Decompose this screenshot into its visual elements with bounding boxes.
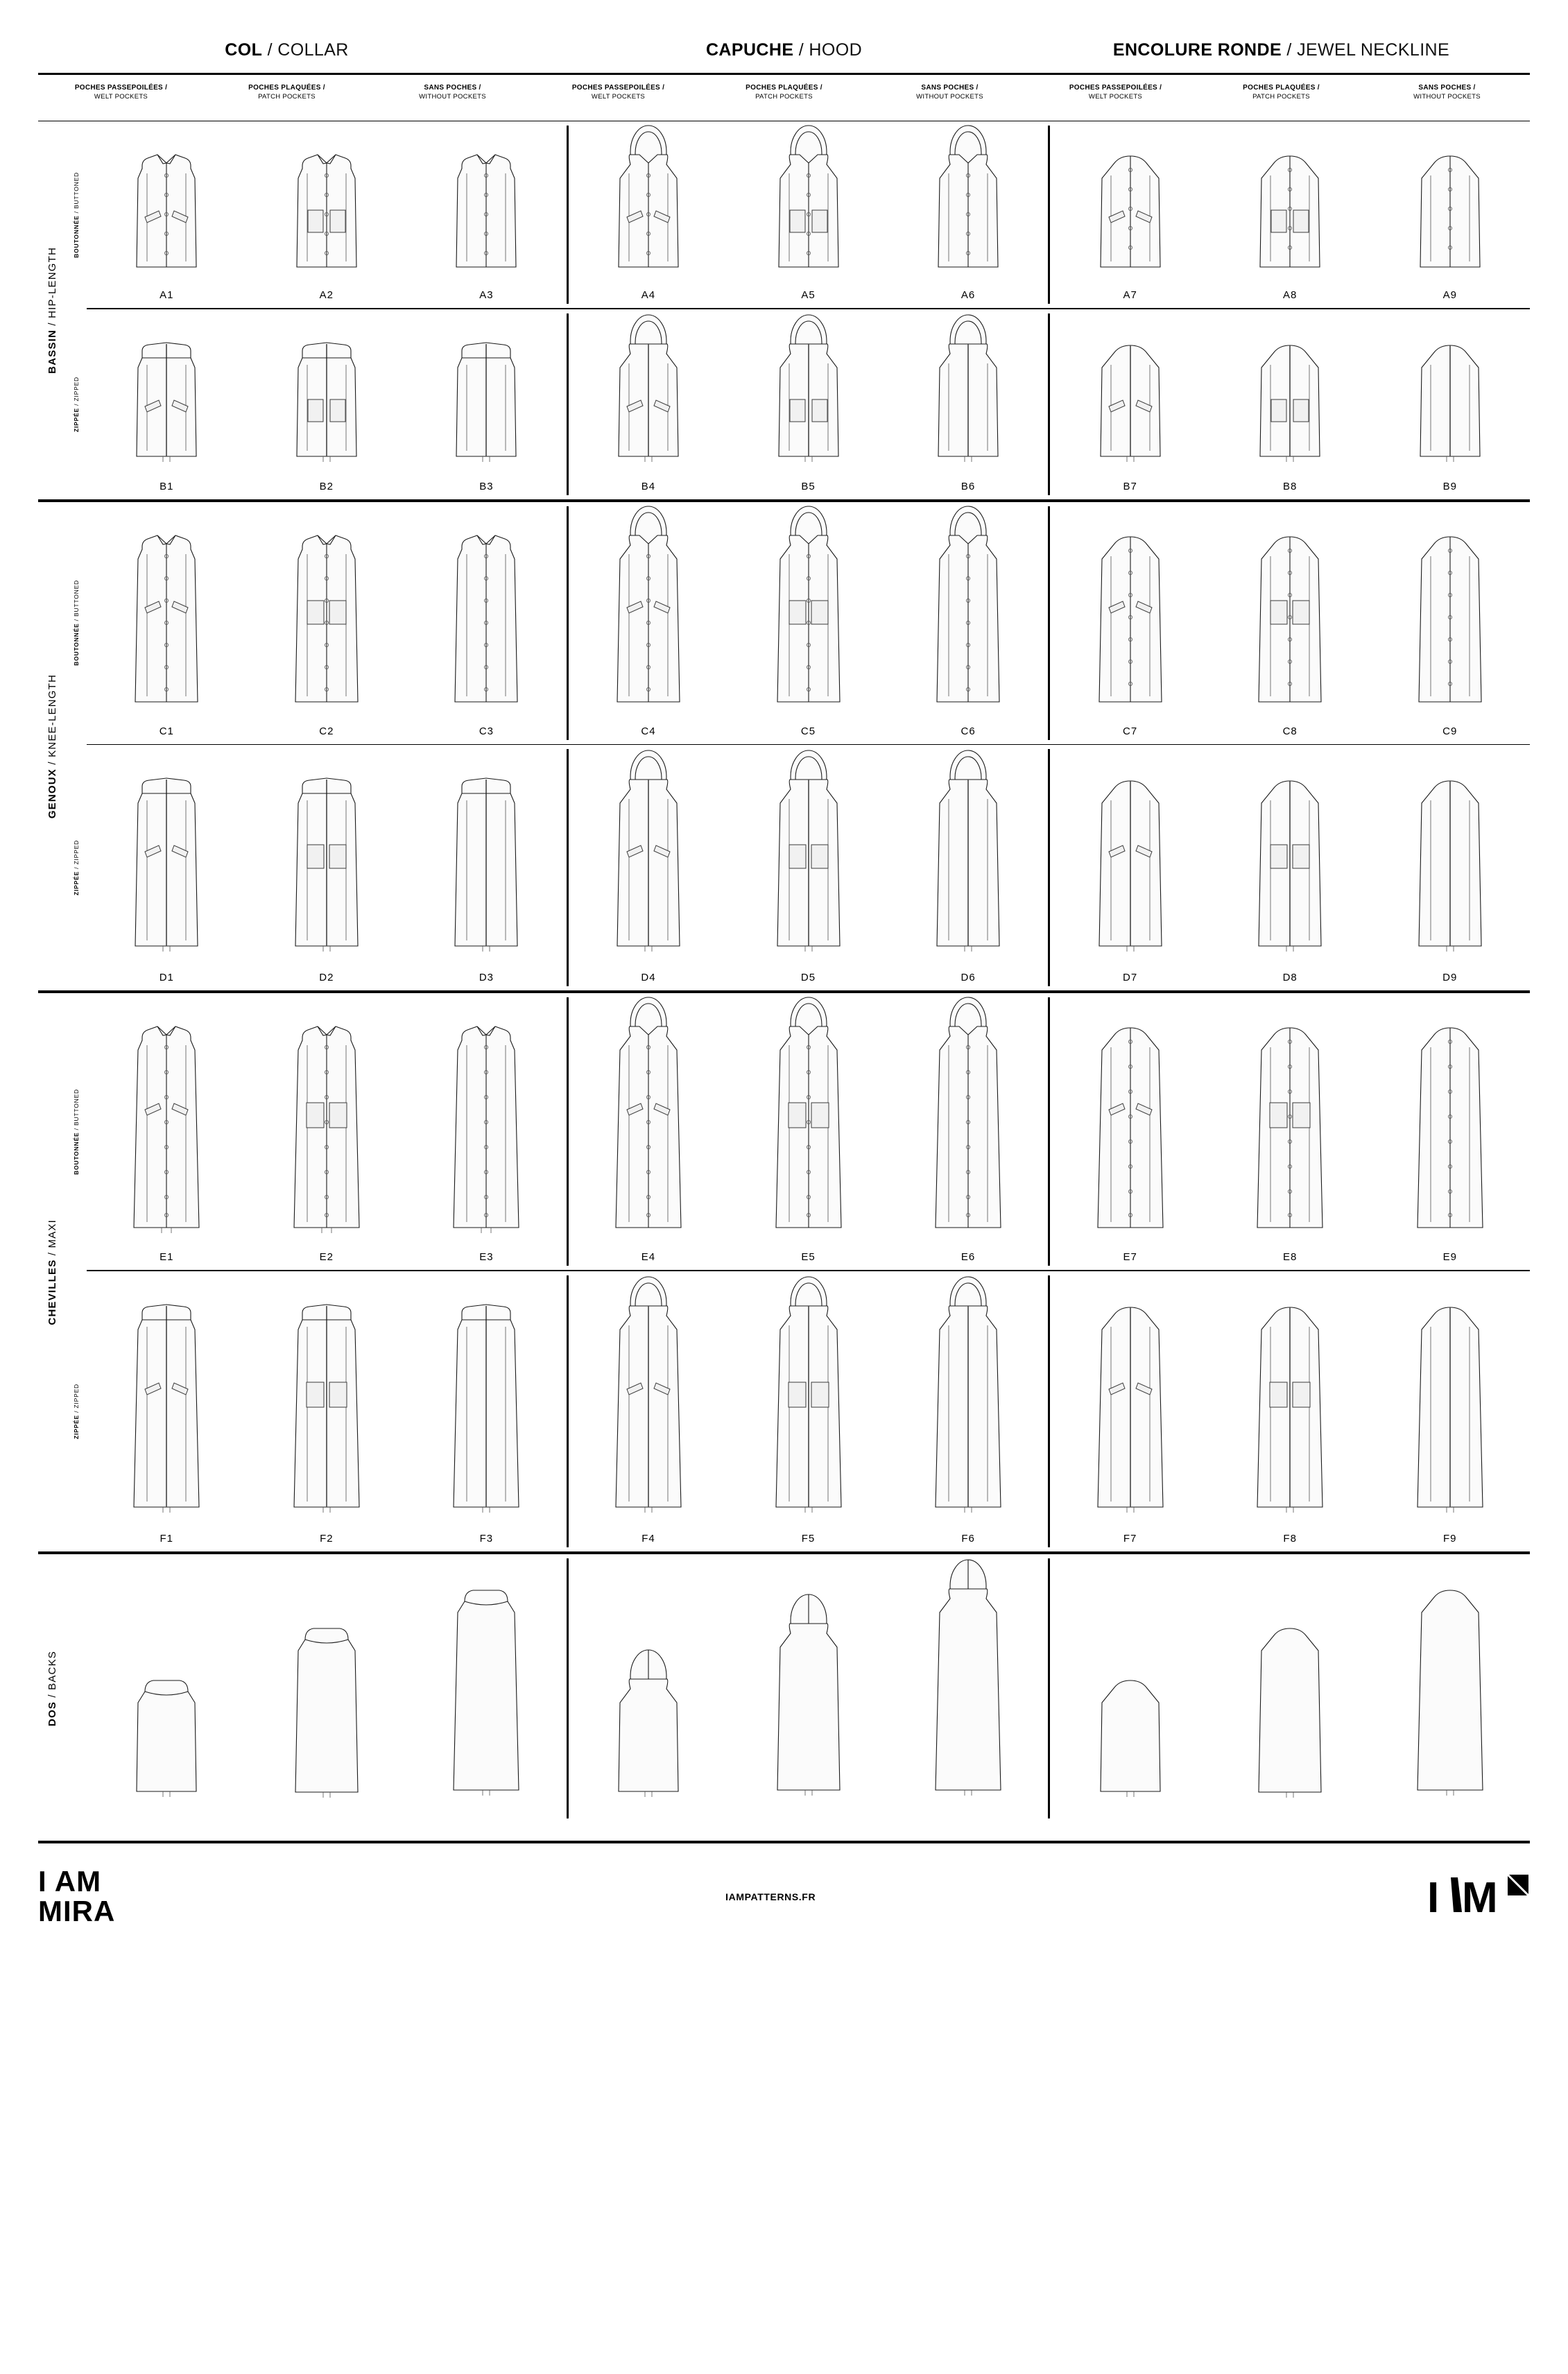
garment-back-collar-knee bbox=[275, 1554, 379, 1810]
brand-line-1: I AM bbox=[38, 1864, 102, 1898]
garment-back-jewel-knee bbox=[1238, 1554, 1342, 1810]
figure-cell-E9[interactable] bbox=[1370, 993, 1530, 1270]
garment-jewel-zipped-nopocket-knee bbox=[1398, 745, 1502, 966]
garment-collar-zipped-nopocket-knee bbox=[434, 745, 538, 966]
figure-code-B4: B4 bbox=[641, 480, 656, 492]
row-label-F-light: / ZIPPED bbox=[73, 1383, 80, 1415]
band-label-hip-length-bold: BASSIN bbox=[46, 329, 58, 374]
garment-collar-zipped-welt-maxi bbox=[114, 1271, 218, 1527]
figure-cell-D1[interactable] bbox=[87, 745, 247, 990]
figure-code-D5: D5 bbox=[800, 972, 816, 984]
garment-collar-zipped-nopocket bbox=[434, 309, 538, 475]
figure-cell-E3[interactable] bbox=[406, 993, 567, 1270]
garment-collar-zipped-patch bbox=[275, 309, 379, 475]
figure-code-C9: C9 bbox=[1442, 725, 1458, 737]
row-label-C-light: / BUTTONED bbox=[73, 580, 80, 623]
garment-hood-buttoned-nopocket-maxi bbox=[916, 993, 1020, 1246]
figure-cell-A9[interactable] bbox=[1370, 121, 1530, 308]
figure-cell-B3[interactable] bbox=[406, 309, 567, 499]
column-header-5-fr: SANS POCHES / bbox=[921, 84, 979, 92]
figure-cell-F7[interactable] bbox=[1050, 1271, 1210, 1551]
figure-cell-C9[interactable] bbox=[1370, 502, 1530, 744]
garment-hood-zipped-welt-knee bbox=[596, 745, 700, 966]
figure-cell-D5[interactable] bbox=[728, 745, 888, 990]
figure-code-E4: E4 bbox=[641, 1251, 656, 1264]
garment-collar-zipped-welt bbox=[114, 309, 218, 475]
figure-cell-D9[interactable] bbox=[1370, 745, 1530, 990]
column-header-7-en: PATCH POCKETS bbox=[1252, 92, 1310, 101]
figure-code-D3: D3 bbox=[479, 972, 494, 984]
garment-jewel-buttoned-nopocket-knee bbox=[1398, 502, 1502, 720]
segment-hood-E bbox=[569, 993, 1049, 1270]
garment-jewel-buttoned-nopocket-maxi bbox=[1398, 993, 1502, 1246]
figure-cell-C8[interactable] bbox=[1210, 502, 1370, 744]
group-header-jewel bbox=[1033, 40, 1530, 60]
row-A-buttoned bbox=[66, 121, 1530, 308]
figure-cell-F1[interactable] bbox=[87, 1271, 247, 1551]
band-label-maxi bbox=[38, 993, 66, 1551]
figure-cell-A5[interactable] bbox=[728, 121, 888, 308]
figure-cell-A1[interactable] bbox=[87, 121, 247, 308]
segment-jewel-D bbox=[1050, 745, 1530, 990]
band-label-backs bbox=[38, 1554, 66, 1823]
figure-cell-E8[interactable] bbox=[1210, 993, 1370, 1270]
group-header-collar-bold: COL bbox=[225, 40, 263, 60]
segment-hood-B bbox=[569, 309, 1049, 499]
segment-jewel-F bbox=[1050, 1271, 1530, 1551]
garment-jewel-zipped-welt-maxi bbox=[1078, 1271, 1182, 1527]
figure-cell-C7[interactable] bbox=[1050, 502, 1210, 744]
figure-cell-A7[interactable] bbox=[1050, 121, 1210, 308]
figure-code-D9: D9 bbox=[1442, 972, 1458, 984]
segment-collar-B bbox=[87, 309, 567, 499]
figure-code-F3: F3 bbox=[479, 1532, 494, 1545]
figure-cell-A4[interactable] bbox=[569, 121, 729, 308]
column-header-4-fr: POCHES PLAQUÉES / bbox=[746, 84, 822, 92]
figure-cell-back-jewel-hip[interactable] bbox=[1050, 1554, 1210, 1823]
figure-cell-E4[interactable] bbox=[569, 993, 729, 1270]
segment-hood-F bbox=[569, 1271, 1049, 1551]
band-hip-length bbox=[38, 121, 1530, 499]
garment-collar-zipped-patch-maxi bbox=[275, 1271, 379, 1527]
row-label-F-bold: ZIPPÉE bbox=[73, 1414, 80, 1439]
figure-cell-B6[interactable] bbox=[888, 309, 1049, 499]
column-header-8-fr: SANS POCHES / bbox=[1418, 84, 1476, 92]
garment-hood-zipped-welt bbox=[596, 309, 700, 475]
figure-code-F2: F2 bbox=[320, 1532, 334, 1545]
row-label-C bbox=[66, 502, 87, 744]
garment-back-hood-knee bbox=[757, 1554, 861, 1810]
figure-code-F5: F5 bbox=[801, 1532, 816, 1545]
figure-cell-back-collar-knee[interactable] bbox=[247, 1554, 407, 1823]
band-maxi bbox=[38, 993, 1530, 1551]
segment-collar-backs bbox=[87, 1554, 567, 1823]
garment-collar-buttoned-welt-knee bbox=[114, 502, 218, 720]
garment-hood-buttoned-patch bbox=[757, 121, 861, 284]
garment-collar-buttoned-patch bbox=[275, 121, 379, 284]
figure-code-C1: C1 bbox=[159, 725, 174, 737]
column-header-6-fr: POCHES PASSEPOILÉES / bbox=[1069, 84, 1162, 92]
figure-cell-D6[interactable] bbox=[888, 745, 1049, 990]
figure-cell-C6[interactable] bbox=[888, 502, 1049, 744]
garment-jewel-buttoned-patch bbox=[1238, 121, 1342, 284]
brand-line-2: MIRA bbox=[38, 1894, 116, 1927]
band-label-hip-length bbox=[38, 121, 66, 499]
garment-jewel-buttoned-patch-maxi bbox=[1238, 993, 1342, 1246]
iam-logo bbox=[1426, 1872, 1530, 1922]
segment-hood-backs bbox=[569, 1554, 1049, 1823]
garment-jewel-buttoned-welt-knee bbox=[1078, 502, 1182, 720]
figure-code-C7: C7 bbox=[1123, 725, 1138, 737]
row-F-zipped bbox=[66, 1271, 1530, 1551]
garment-jewel-buttoned-patch-knee bbox=[1238, 502, 1342, 720]
band-backs bbox=[38, 1554, 1530, 1823]
column-header-0-fr: POCHES PASSEPOILÉES / bbox=[74, 84, 168, 92]
figure-code-B8: B8 bbox=[1283, 480, 1298, 492]
figure-code-E2: E2 bbox=[319, 1251, 334, 1264]
segment-collar-E bbox=[87, 993, 567, 1270]
figure-cell-C5[interactable] bbox=[728, 502, 888, 744]
row-D-zipped bbox=[66, 745, 1530, 990]
row-label-F bbox=[66, 1271, 87, 1551]
figure-cell-B1[interactable] bbox=[87, 309, 247, 499]
figure-code-C5: C5 bbox=[800, 725, 816, 737]
figure-cell-E1[interactable] bbox=[87, 993, 247, 1270]
garment-jewel-buttoned-welt-maxi bbox=[1078, 993, 1182, 1246]
segment-collar-A bbox=[87, 121, 567, 308]
figure-cell-back-collar-maxi[interactable] bbox=[406, 1554, 567, 1823]
figure-cell-back-jewel-knee[interactable] bbox=[1210, 1554, 1370, 1823]
garment-back-collar-hip bbox=[114, 1554, 218, 1810]
figure-code-C8: C8 bbox=[1282, 725, 1298, 737]
garment-collar-buttoned-nopocket bbox=[434, 121, 538, 284]
row-label-E-bold: BOUTONNÉE bbox=[73, 1132, 80, 1175]
segment-jewel-E bbox=[1050, 993, 1530, 1270]
figure-code-A1: A1 bbox=[160, 289, 174, 302]
figure-code-E7: E7 bbox=[1123, 1251, 1137, 1264]
segment-jewel-A bbox=[1050, 121, 1530, 308]
band-label-maxi-light: / MAXI bbox=[46, 1219, 58, 1259]
row-label-backs bbox=[66, 1554, 87, 1823]
figure-cell-C4[interactable] bbox=[569, 502, 729, 744]
column-header-4 bbox=[701, 83, 867, 101]
column-header-7 bbox=[1198, 83, 1364, 101]
garment-back-hood-hip bbox=[596, 1554, 700, 1810]
figure-cell-B7[interactable] bbox=[1050, 309, 1210, 499]
column-header-1-fr: POCHES PLAQUÉES / bbox=[248, 84, 325, 92]
figure-code-F6: F6 bbox=[961, 1532, 975, 1545]
column-header-1 bbox=[204, 83, 370, 101]
garment-hood-buttoned-welt bbox=[596, 121, 700, 284]
figure-cell-C1[interactable] bbox=[87, 502, 247, 744]
garment-hood-zipped-patch bbox=[757, 309, 861, 475]
figure-code-C6: C6 bbox=[960, 725, 976, 737]
row-label-A-bold: BOUTONNÉE bbox=[73, 215, 80, 258]
segment-collar-D bbox=[87, 745, 567, 990]
row-label-C-bold: BOUTONNÉE bbox=[73, 623, 80, 666]
figure-code-F4: F4 bbox=[641, 1532, 655, 1545]
column-header-2-fr: SANS POCHES / bbox=[424, 84, 481, 92]
group-header-collar bbox=[38, 40, 535, 60]
garment-jewel-buttoned-welt bbox=[1078, 121, 1182, 284]
figure-cell-E6[interactable] bbox=[888, 993, 1049, 1270]
garment-jewel-buttoned-nopocket bbox=[1398, 121, 1502, 284]
figure-cell-back-hood-knee[interactable] bbox=[728, 1554, 888, 1823]
row-label-D bbox=[66, 745, 87, 990]
garment-collar-buttoned-patch-knee bbox=[275, 502, 379, 720]
figure-cell-back-hood-hip[interactable] bbox=[569, 1554, 729, 1823]
garment-hood-buttoned-nopocket bbox=[916, 121, 1020, 284]
row-backs bbox=[66, 1554, 1530, 1823]
garment-grid bbox=[38, 121, 1530, 1823]
garment-collar-zipped-patch-knee bbox=[275, 745, 379, 966]
figure-cell-B2[interactable] bbox=[247, 309, 407, 499]
group-header-jewel-bold: ENCOLURE RONDE bbox=[1112, 40, 1282, 60]
garment-jewel-zipped-welt-knee bbox=[1078, 745, 1182, 966]
column-header-8-en: WITHOUT POCKETS bbox=[1413, 92, 1481, 101]
garment-jewel-zipped-welt bbox=[1078, 309, 1182, 475]
figure-code-C4: C4 bbox=[641, 725, 656, 737]
garment-jewel-zipped-patch bbox=[1238, 309, 1342, 475]
garment-back-hood-maxi bbox=[916, 1554, 1020, 1810]
garment-back-jewel-maxi bbox=[1398, 1554, 1502, 1810]
figure-code-F8: F8 bbox=[1283, 1532, 1297, 1545]
figure-code-F9: F9 bbox=[1442, 1532, 1457, 1545]
figure-code-E9: E9 bbox=[1442, 1251, 1457, 1264]
figure-code-B7: B7 bbox=[1123, 480, 1137, 492]
group-header-hood-light: / HOOD bbox=[793, 40, 863, 60]
band-label-backs-light: / BACKS bbox=[46, 1650, 58, 1701]
row-B-zipped bbox=[66, 309, 1530, 499]
figure-code-B2: B2 bbox=[319, 480, 334, 492]
figure-cell-back-hood-maxi[interactable] bbox=[888, 1554, 1049, 1823]
column-header-3-en: WELT POCKETS bbox=[591, 92, 646, 101]
garment-jewel-zipped-patch-maxi bbox=[1238, 1271, 1342, 1527]
band-label-backs-bold: DOS bbox=[46, 1701, 58, 1726]
column-header-2 bbox=[370, 83, 535, 101]
figure-code-D7: D7 bbox=[1123, 972, 1138, 984]
figure-cell-A3[interactable] bbox=[406, 121, 567, 308]
garment-hood-zipped-nopocket-maxi bbox=[916, 1271, 1020, 1527]
segment-jewel-B bbox=[1050, 309, 1530, 499]
figure-code-A5: A5 bbox=[801, 289, 816, 302]
column-header-3 bbox=[535, 83, 701, 101]
figure-cell-back-jewel-maxi[interactable] bbox=[1370, 1554, 1530, 1823]
row-label-B-bold: ZIPPÉE bbox=[73, 407, 80, 432]
column-header-1-en: PATCH POCKETS bbox=[258, 92, 316, 101]
row-label-D-light: / ZIPPED bbox=[73, 840, 80, 872]
column-header-6 bbox=[1033, 83, 1198, 101]
group-header-hood bbox=[535, 40, 1033, 60]
figure-cell-C2[interactable] bbox=[247, 502, 407, 744]
figure-cell-F5[interactable] bbox=[728, 1271, 888, 1551]
segment-collar-F bbox=[87, 1271, 567, 1551]
column-header-row bbox=[38, 75, 1530, 108]
figure-cell-A2[interactable] bbox=[247, 121, 407, 308]
garment-jewel-zipped-nopocket-maxi bbox=[1398, 1271, 1502, 1527]
footer bbox=[38, 1843, 1530, 1927]
segment-hood-D bbox=[569, 745, 1049, 990]
group-header-collar-light: / COLLAR bbox=[262, 40, 349, 60]
figure-code-D6: D6 bbox=[960, 972, 976, 984]
figure-cell-D8[interactable] bbox=[1210, 745, 1370, 990]
column-header-0-en: WELT POCKETS bbox=[94, 92, 148, 101]
row-label-D-bold: ZIPPÉE bbox=[73, 871, 80, 896]
garment-collar-buttoned-welt bbox=[114, 121, 218, 284]
column-header-5-en: WITHOUT POCKETS bbox=[916, 92, 983, 101]
column-header-7-fr: POCHES PLAQUÉES / bbox=[1243, 84, 1320, 92]
garment-hood-buttoned-welt-maxi bbox=[596, 993, 700, 1246]
garment-hood-zipped-patch-knee bbox=[757, 745, 861, 966]
figure-code-E5: E5 bbox=[801, 1251, 816, 1264]
figure-cell-D3[interactable] bbox=[406, 745, 567, 990]
garment-jewel-zipped-patch-knee bbox=[1238, 745, 1342, 966]
garment-hood-buttoned-patch-knee bbox=[757, 502, 861, 720]
segment-collar-C bbox=[87, 502, 567, 744]
row-label-E bbox=[66, 993, 87, 1270]
garment-hood-buttoned-patch-maxi bbox=[757, 993, 861, 1246]
website-url[interactable]: IAMPATTERNS.FR bbox=[725, 1891, 816, 1902]
figure-code-E8: E8 bbox=[1283, 1251, 1298, 1264]
segment-hood-A bbox=[569, 121, 1049, 308]
band-knee-length bbox=[38, 502, 1530, 991]
group-header-hood-bold: CAPUCHE bbox=[705, 40, 794, 60]
band-label-maxi-bold: CHEVILLES bbox=[46, 1259, 58, 1325]
svg-text:I: I bbox=[1427, 1873, 1440, 1922]
garment-back-jewel-hip bbox=[1078, 1554, 1182, 1810]
garment-collar-buttoned-nopocket-knee bbox=[434, 502, 538, 720]
column-header-2-en: WITHOUT POCKETS bbox=[419, 92, 486, 101]
garment-collar-buttoned-nopocket-maxi bbox=[434, 993, 538, 1246]
figure-code-A7: A7 bbox=[1123, 289, 1137, 302]
segment-jewel-backs bbox=[1050, 1554, 1530, 1823]
figure-code-C3: C3 bbox=[479, 725, 494, 737]
figure-code-A6: A6 bbox=[960, 289, 976, 302]
figure-cell-E2[interactable] bbox=[247, 993, 407, 1270]
garment-hood-zipped-nopocket-knee bbox=[916, 745, 1020, 966]
figure-cell-F6[interactable] bbox=[888, 1271, 1049, 1551]
column-header-8 bbox=[1364, 83, 1530, 101]
figure-code-E1: E1 bbox=[160, 1251, 174, 1264]
garment-collar-buttoned-patch-maxi bbox=[275, 993, 379, 1246]
garment-hood-zipped-welt-maxi bbox=[596, 1271, 700, 1527]
row-C-buttoned bbox=[66, 502, 1530, 744]
group-header-row bbox=[38, 40, 1530, 60]
garment-hood-zipped-nopocket bbox=[916, 309, 1020, 475]
figure-cell-D2[interactable] bbox=[247, 745, 407, 990]
garment-collar-zipped-nopocket-maxi bbox=[434, 1271, 538, 1527]
figure-code-B3: B3 bbox=[479, 480, 494, 492]
band-label-knee-length bbox=[38, 502, 66, 991]
figure-code-A2: A2 bbox=[319, 289, 334, 302]
row-label-E-light: / BUTTONED bbox=[73, 1088, 80, 1133]
group-header-jewel-light: / JEWEL NECKLINE bbox=[1282, 40, 1450, 60]
figure-code-D2: D2 bbox=[319, 972, 334, 984]
row-label-B bbox=[66, 309, 87, 499]
figure-code-F1: F1 bbox=[160, 1532, 174, 1545]
figure-cell-B9[interactable] bbox=[1370, 309, 1530, 499]
segment-hood-C bbox=[569, 502, 1049, 744]
garment-hood-zipped-patch-maxi bbox=[757, 1271, 861, 1527]
figure-cell-F8[interactable] bbox=[1210, 1271, 1370, 1551]
band-label-knee-length-light: / KNEE-LENGTH bbox=[46, 673, 58, 768]
figure-code-F7: F7 bbox=[1123, 1532, 1137, 1545]
figure-code-D4: D4 bbox=[641, 972, 656, 984]
garment-jewel-zipped-nopocket bbox=[1398, 309, 1502, 475]
figure-cell-F9[interactable] bbox=[1370, 1271, 1530, 1551]
figure-code-C2: C2 bbox=[319, 725, 334, 737]
row-label-B-light: / ZIPPED bbox=[73, 376, 80, 408]
figure-cell-C3[interactable] bbox=[406, 502, 567, 744]
figure-code-B5: B5 bbox=[801, 480, 816, 492]
figure-code-D8: D8 bbox=[1282, 972, 1298, 984]
figure-code-B6: B6 bbox=[960, 480, 976, 492]
garment-hood-buttoned-nopocket-knee bbox=[916, 502, 1020, 720]
row-E-buttoned bbox=[66, 993, 1530, 1270]
figure-cell-back-collar-hip[interactable] bbox=[87, 1554, 247, 1823]
figure-cell-F2[interactable] bbox=[247, 1271, 407, 1551]
band-label-hip-length-light: / HIP-LENGTH bbox=[46, 247, 58, 330]
figure-code-B1: B1 bbox=[160, 480, 174, 492]
garment-hood-buttoned-welt-knee bbox=[596, 502, 700, 720]
brand-name bbox=[38, 1864, 116, 1927]
figure-code-A8: A8 bbox=[1283, 289, 1298, 302]
band-label-knee-length-bold: GENOUX bbox=[46, 768, 58, 819]
figure-cell-B8[interactable] bbox=[1210, 309, 1370, 499]
figure-code-A4: A4 bbox=[641, 289, 656, 302]
garment-collar-zipped-welt-knee bbox=[114, 745, 218, 966]
tech-drawing-sheet bbox=[0, 40, 1568, 2374]
row-label-A-light: / BUTTONED bbox=[73, 171, 80, 216]
figure-code-A3: A3 bbox=[479, 289, 494, 302]
figure-code-A9: A9 bbox=[1442, 289, 1457, 302]
figure-cell-A8[interactable] bbox=[1210, 121, 1370, 308]
figure-cell-B5[interactable] bbox=[728, 309, 888, 499]
figure-code-D1: D1 bbox=[159, 972, 174, 984]
segment-jewel-C bbox=[1050, 502, 1530, 744]
garment-collar-buttoned-welt-maxi bbox=[114, 993, 218, 1246]
column-header-0 bbox=[38, 83, 204, 101]
column-header-4-en: PATCH POCKETS bbox=[755, 92, 813, 101]
column-header-5 bbox=[867, 83, 1033, 101]
column-header-3-fr: POCHES PASSEPOILÉES / bbox=[571, 84, 665, 92]
figure-code-B9: B9 bbox=[1442, 480, 1457, 492]
figure-cell-E5[interactable] bbox=[728, 993, 888, 1270]
figure-cell-B4[interactable] bbox=[569, 309, 729, 499]
figure-cell-A6[interactable] bbox=[888, 121, 1049, 308]
column-header-6-en: WELT POCKETS bbox=[1088, 92, 1143, 101]
figure-cell-E7[interactable] bbox=[1050, 993, 1210, 1270]
svg-text:M: M bbox=[1462, 1873, 1498, 1922]
figure-cell-D7[interactable] bbox=[1050, 745, 1210, 990]
figure-cell-D4[interactable] bbox=[569, 745, 729, 990]
figure-code-E3: E3 bbox=[479, 1251, 494, 1264]
row-label-A bbox=[66, 121, 87, 308]
figure-code-E6: E6 bbox=[960, 1251, 976, 1264]
garment-back-collar-maxi bbox=[434, 1554, 538, 1810]
figure-cell-F3[interactable] bbox=[406, 1271, 567, 1551]
figure-cell-F4[interactable] bbox=[569, 1271, 729, 1551]
